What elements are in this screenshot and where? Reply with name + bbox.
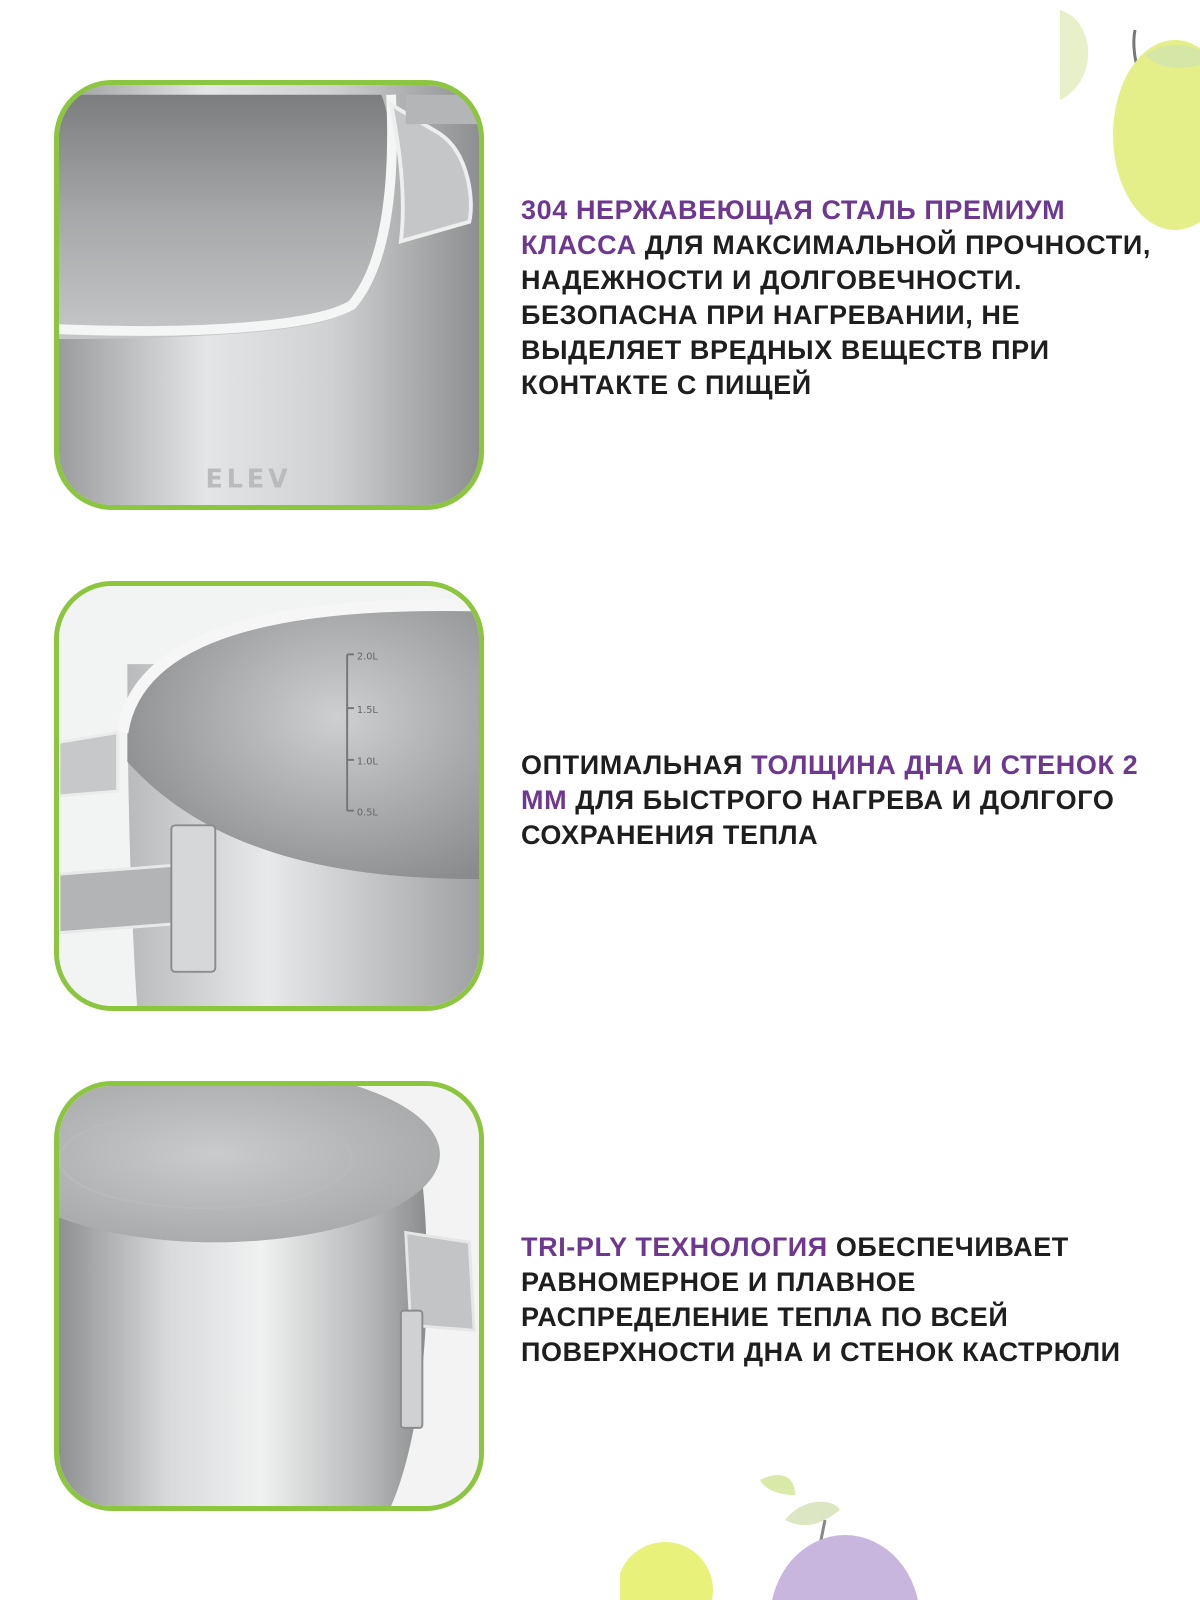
feature-thickness-text: ДЛЯ БЫСТРОГО НАГРЕВА И ДОЛГОГО СОХРАНЕНИЯ ТЕПЛА — [521, 785, 1115, 850]
measure-label: 2.0L — [356, 651, 378, 663]
handle-bracket — [401, 1311, 422, 1428]
feature-thickness-lead: ОПТИМАЛЬНАЯ — [521, 750, 752, 780]
pot-handle — [59, 864, 186, 932]
leaf-shape — [1060, 10, 1088, 100]
pot-bottom-image — [54, 1081, 484, 1511]
measure-label: 1.5L — [356, 704, 378, 716]
leaf-shape — [760, 1475, 795, 1495]
measure-label: 0.5L — [356, 807, 378, 819]
leaf-shape — [785, 1502, 840, 1525]
pot-interior-image — [54, 80, 484, 510]
decor-fruits-bottom — [620, 1470, 950, 1600]
feature-thickness — [521, 748, 1141, 853]
feature-triply — [521, 1230, 1171, 1370]
feature-steel — [521, 193, 1171, 403]
pot-measure-image — [54, 581, 484, 1011]
feature-triply-highlight: TRI-PLY ТЕХНОЛОГИЯ — [521, 1232, 828, 1262]
lemon-shape — [620, 1542, 713, 1600]
feature-triply-text: ОБЕСПЕЧИВАЕТ РАВНОМЕРНОЕ И ПЛАВНОЕ РАСПРЕДЕЛЕНИЕ ТЕПЛА ПО ВСЕЙ ПОВЕРХНОСТИ ДНА И СТЕНОК КАСТРЮЛИ — [521, 1232, 1121, 1367]
plum-shape — [770, 1535, 920, 1600]
measure-label: 1.0L — [356, 756, 378, 768]
feature-thickness-highlight: ТОЛЩИНА ДНА И СТЕНОК 2 ММ — [521, 750, 1139, 815]
pot-handle — [59, 733, 118, 796]
pot-inner-wall — [59, 95, 391, 339]
feature-steel-highlight: 304 НЕРЖАВЕЮЩАЯ СТАЛЬ ПРЕМИУМ КЛАССА — [521, 195, 1066, 260]
feature-steel-text: ДЛЯ МАКСИМАЛЬНОЙ ПРОЧНОСТИ, НАДЕЖНОСТИ И ДОЛГОВЕЧНОСТИ. БЕЗОПАСНА ПРИ НАГРЕВАНИИ, НЕ ВЫДЕЛЯЕТ ВРЕДНЫХ ВЕЩЕСТВ ПРИ КОНТАКТЕ С ПИЩЕЙ — [521, 230, 1151, 400]
pot-logo-text: ELEV — [205, 463, 292, 494]
handle-bracket — [171, 825, 215, 972]
